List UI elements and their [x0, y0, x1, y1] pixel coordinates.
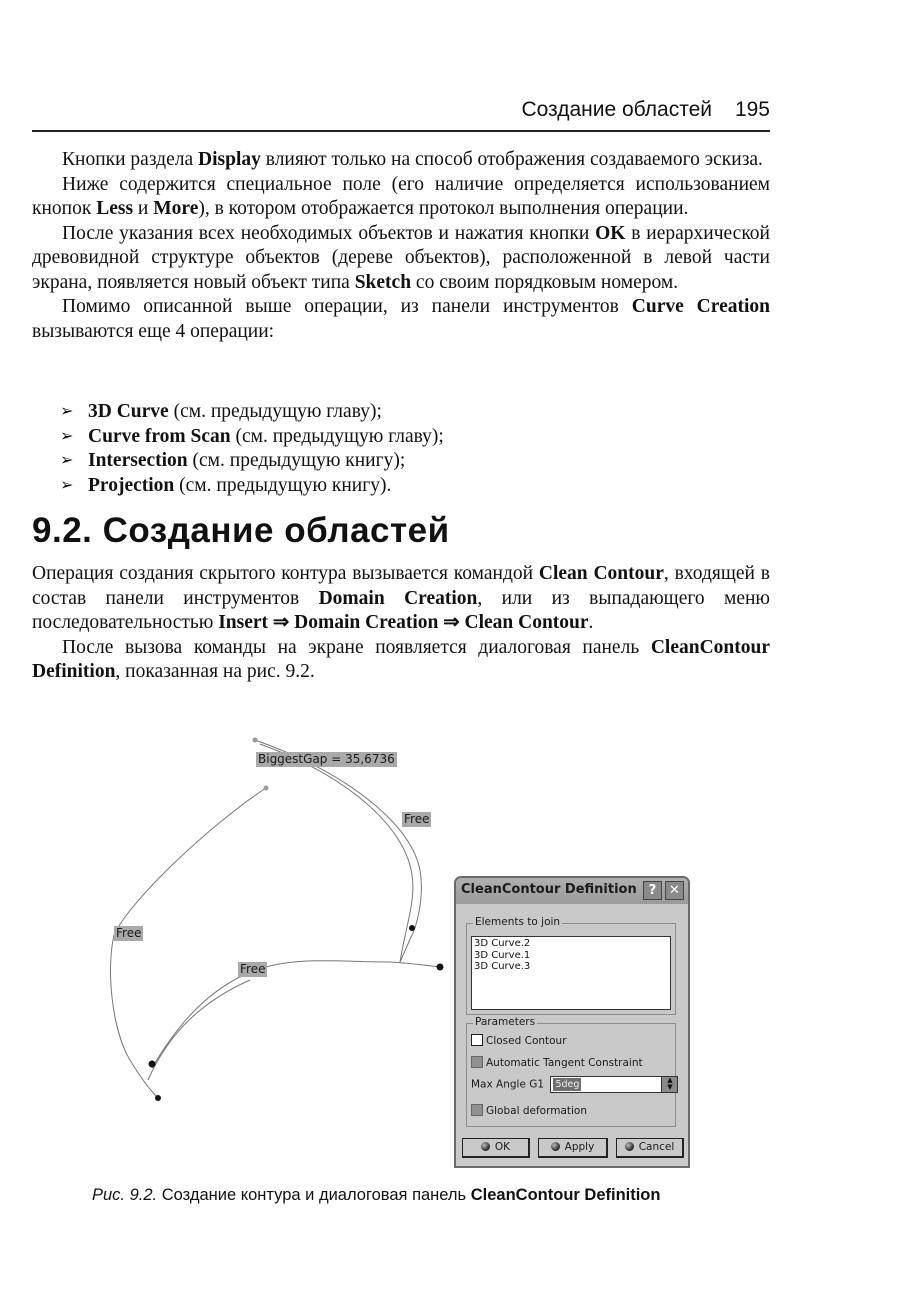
elements-to-join-group: [466, 916, 676, 1015]
checkbox-unchecked-icon[interactable]: [471, 1034, 483, 1046]
biggest-gap-label: BiggestGap = 35,6736: [258, 752, 395, 766]
max-angle-spinner[interactable]: [550, 1076, 678, 1093]
term-clean-contour: Clean Contour: [464, 612, 589, 633]
menu-arrow-icon: ⇒: [438, 612, 465, 633]
automatic-tangent-label: Automatic Tangent Constraint: [486, 1057, 643, 1069]
caption-number: Рис. 9.2.: [92, 1186, 158, 1204]
text: со своим порядковым номером.: [411, 271, 679, 293]
list-item: [60, 400, 444, 425]
list-item-text: (см. предыдущую книгу).: [174, 474, 392, 496]
apply-button[interactable]: [538, 1138, 608, 1158]
apply-label: Apply: [564, 1141, 595, 1153]
checkbox-checked-icon[interactable]: [471, 1104, 483, 1116]
free-label-left: Free: [116, 926, 142, 940]
list-item[interactable]: 3D Curve.3: [474, 961, 531, 972]
text: Операция создания скрытого контура вызывается командой: [32, 563, 539, 584]
closed-contour-checkbox[interactable]: [471, 1034, 567, 1047]
dialog-titlebar[interactable]: [456, 878, 688, 904]
free-label-top: Free: [404, 812, 430, 826]
paragraph-protocol: [32, 173, 770, 222]
paragraph-display: [32, 148, 770, 173]
term-insert: Insert: [218, 612, 269, 633]
term-ok: OK: [595, 222, 626, 244]
operations-list: [60, 400, 444, 498]
text: и: [133, 198, 154, 219]
term-cleancontour-definition: CleanContour Definition: [32, 636, 770, 682]
text: После указания всех необходимых объектов и нажатия кнопки: [62, 222, 596, 244]
list-item-text: (см. предыдущую главу);: [168, 401, 382, 422]
cleancontour-definition-dialog: [454, 876, 690, 1168]
arrow-bullet-icon: ➢: [60, 403, 74, 420]
elements-listbox[interactable]: [471, 936, 671, 1010]
close-icon[interactable]: ✕: [665, 881, 684, 900]
ok-ball-icon: [481, 1142, 490, 1151]
list-item: [60, 474, 444, 499]
max-angle-row: [471, 1076, 678, 1093]
paragraph-clean-contour: [32, 562, 770, 636]
dialog-buttons: [462, 1138, 684, 1160]
list-item-term: 3D Curve: [88, 401, 169, 422]
arrow-bullet-icon: ➢: [60, 427, 74, 445]
intro-text: [32, 148, 770, 344]
free-label-middle: Free: [240, 962, 266, 976]
term-sketch: Sketch: [354, 271, 412, 293]
term-less: Less: [96, 198, 134, 219]
caption-term: CleanContour Definition: [470, 1186, 661, 1204]
text: Кнопки раздела: [62, 149, 199, 170]
figure-caption: [92, 1186, 660, 1205]
global-deformation-checkbox[interactable]: [471, 1104, 587, 1117]
global-deformation-label: Global deformation: [486, 1105, 587, 1117]
list-item-text: (см. предыдущую книгу);: [187, 450, 406, 471]
running-head: [32, 96, 770, 132]
paragraph-dialog: [32, 636, 770, 685]
spinner-arrows-icon[interactable]: ▲ ▼: [661, 1077, 677, 1092]
ok-label: OK: [494, 1141, 511, 1153]
parameters-group: [466, 1016, 676, 1127]
arrow-bullet-icon: ➢: [60, 452, 74, 469]
paragraph-sketch: [32, 222, 770, 296]
apply-ball-icon: [551, 1142, 560, 1151]
list-item[interactable]: 3D Curve.1: [474, 949, 531, 961]
cancel-label: Cancel: [638, 1141, 675, 1153]
text: Помимо описанной выше операции, из панели инструментов: [62, 296, 632, 317]
arrow-bullet-icon: ➢: [60, 476, 74, 494]
list-item-term: Intersection: [88, 450, 188, 471]
section-heading: 9.2. Создание областей: [32, 511, 450, 550]
cancel-ball-icon: [625, 1142, 634, 1151]
max-angle-label: Max Angle G1: [471, 1078, 545, 1091]
term-display: Display: [198, 149, 261, 170]
max-angle-value[interactable]: 5deg: [555, 1079, 580, 1090]
text: , показанная на рис. 9.2.: [115, 661, 315, 682]
menu-arrow-icon: ⇒: [268, 612, 295, 633]
text: .: [588, 612, 594, 633]
elements-group-label: Elements to join: [475, 916, 561, 928]
ok-button[interactable]: [462, 1138, 530, 1158]
text: вызываются еще 4 операции:: [32, 320, 275, 342]
text: влияют только на способ отображения создаваемого эскиза.: [260, 149, 763, 170]
parameters-group-label: Parameters: [475, 1016, 536, 1028]
page-number: 195: [734, 98, 770, 121]
list-item-term: Curve from Scan: [88, 425, 231, 447]
text: , входящей в состав панели инструментов: [32, 563, 771, 609]
list-item[interactable]: 3D Curve.2: [474, 938, 531, 949]
list-item-term: Projection: [88, 474, 175, 496]
text: Ниже содержится специальное поле (его наличие определяется использованием кнопок: [32, 173, 770, 219]
term-more: More: [153, 198, 199, 219]
section-text: [32, 562, 770, 685]
checkbox-checked-icon[interactable]: [471, 1056, 483, 1068]
list-item: [60, 425, 444, 450]
term-curve-creation: Curve Creation: [631, 296, 770, 317]
figure-9-2: [90, 730, 710, 1180]
cancel-button[interactable]: [616, 1138, 684, 1158]
term-domain-creation: Domain Creation: [294, 612, 439, 633]
running-head-title: Создание областей: [521, 98, 712, 121]
text: в иерархической древовидной структуре объектов (дереве объектов), расположенной в левой части экрана, появляется новый объект типа: [32, 222, 770, 293]
help-button[interactable]: ?: [643, 881, 662, 900]
closed-contour-label: Closed Contour: [486, 1035, 567, 1047]
text: После вызова команды на экране появляется диалоговая панель: [62, 636, 651, 658]
dialog-title: CleanContour Definition: [461, 882, 637, 897]
term-domain-creation: Domain Creation: [318, 587, 478, 609]
list-item-text: (см. предыдущую главу);: [230, 425, 444, 447]
automatic-tangent-checkbox[interactable]: [471, 1056, 643, 1069]
term-clean-contour: Clean Contour: [538, 563, 664, 584]
caption-text: Создание контура и диалоговая панель: [157, 1186, 471, 1204]
text: ), в котором отображается протокол выполнения операции.: [198, 198, 689, 219]
paragraph-curve-creation: [32, 295, 770, 344]
text: , или из выпадающего меню последовательностью: [32, 587, 770, 633]
list-item: [60, 449, 444, 474]
